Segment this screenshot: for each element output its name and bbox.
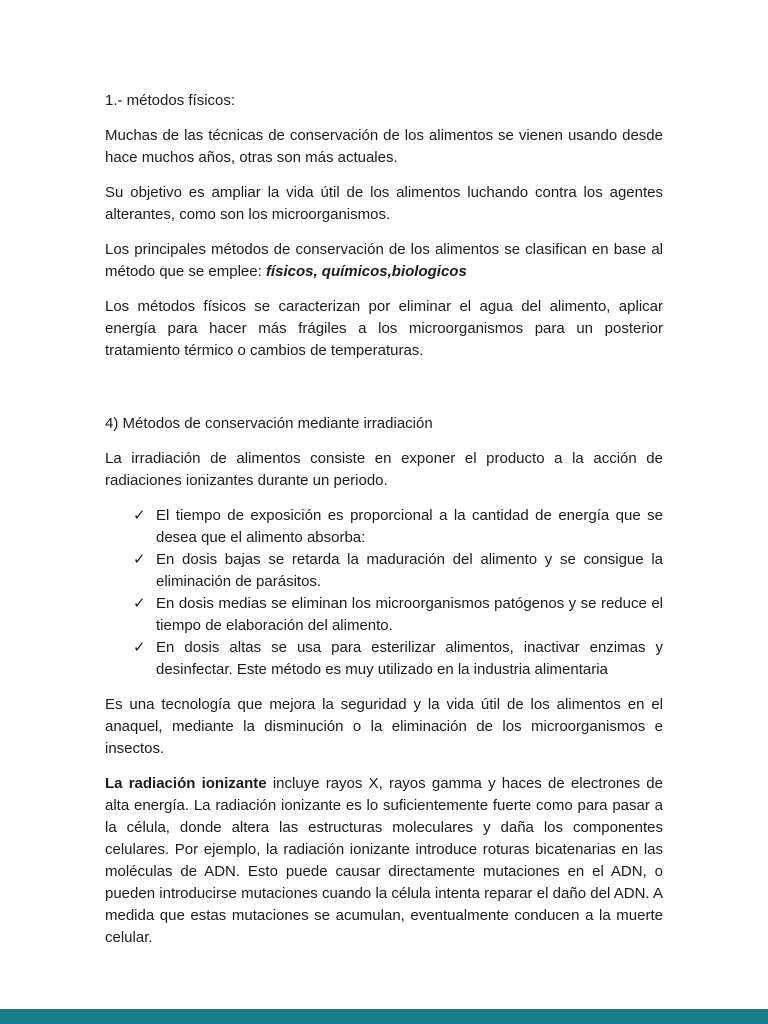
checklist-item-text: El tiempo de exposición es proporcional a la cantidad de energía que se desea que el alimento absorba:	[156, 507, 663, 546]
checklist-item-text: En dosis bajas se retarda la maduración del alimento y se consigue la eliminación de parásitos.	[156, 551, 663, 590]
paragraph-radiacion-ionizante	[105, 773, 663, 949]
paragraph-radiacion-ionizante-lead: La radiación ionizante	[105, 775, 267, 792]
document-content	[105, 90, 663, 962]
checklist-item-text: En dosis altas se usa para esterilizar alimentos, inactivar enzimas y desinfectar. Este método es muy utilizado en la industria alimentaria	[156, 639, 663, 678]
checklist-item	[133, 505, 663, 549]
checkmark-icon: ✓	[133, 551, 146, 568]
paragraph-tecnicas-conservacion: Muchas de las técnicas de conservación de los alimentos se vienen usando desde hace muchos años, otras son más actuales.	[105, 127, 663, 166]
checklist-item-text: En dosis medias se eliminan los microorganismos patógenos y se reduce el tiempo de elaboración del alimento.	[156, 595, 663, 634]
checklist-item	[133, 593, 663, 637]
paragraph-clasificacion-text: Los principales métodos de conservación de los alimentos se clasifican en base al método que se emplee:	[105, 241, 663, 280]
paragraph-clasificacion	[105, 239, 663, 283]
section-heading-irradiacion: 4) Métodos de conservación mediante irradiación	[105, 415, 433, 432]
section-heading-metodos-fisicos: 1.- métodos físicos:	[105, 92, 236, 109]
footer-bar	[0, 1009, 768, 1024]
paragraph-radiacion-ionizante-text: incluye rayos X, rayos gamma y haces de electrones de alta energía. La radiación ionizante es lo suficientemente fuerte como para pasar a la célula, donde altera las estructuras moleculares y daña los componentes celulares. Por ejemplo, la radiación ionizante introduce roturas bicatenarias en las moléculas de ADN. Esto puede causar directamente mutaciones en el ADN, o pueden introducirse mutaciones cuando la célula intenta reparar el daño del ADN. A medida que estas mutaciones se acumulan, eventualmente conducen a la muerte celular.	[105, 775, 663, 946]
checkmark-icon: ✓	[133, 595, 146, 612]
checkmark-icon: ✓	[133, 639, 146, 656]
checkmark-icon: ✓	[133, 507, 146, 524]
paragraph-objetivo: Su objetivo es ampliar la vida útil de los alimentos luchando contra los agentes alterantes, como son los microorganismos.	[105, 184, 663, 223]
checklist	[105, 505, 663, 681]
paragraph-clasificacion-emphasis: físicos, químicos,biologicos	[265, 263, 467, 280]
paragraph-metodos-fisicos-descripcion: Los métodos físicos se caracterizan por eliminar el agua del alimento, aplicar energía para hacer más frágiles a los microorganismos para un posterior tratamiento térmico o cambios de temperaturas.	[105, 298, 663, 359]
paragraph-irradiacion-intro: La irradiación de alimentos consiste en exponer el producto a la acción de radiaciones ionizantes durante un periodo.	[105, 450, 663, 489]
checklist-item	[133, 549, 663, 593]
checklist-item	[133, 637, 663, 681]
paragraph-tecnologia-seguridad: Es una tecnología que mejora la seguridad y la vida útil de los alimentos en el anaquel, mediante la disminución o la eliminación de los microorganismos e insectos.	[105, 696, 663, 757]
section-spacer	[105, 375, 663, 413]
